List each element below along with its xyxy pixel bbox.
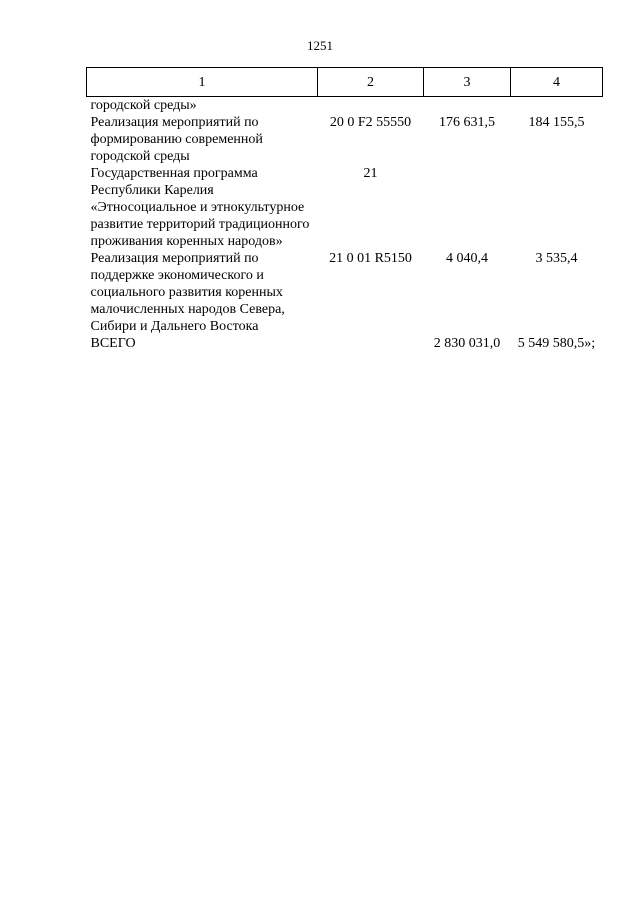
table-row [87, 97, 603, 115]
row-value-1 [424, 97, 511, 115]
row-name: Реализация мероприятий по поддержке экономического и социального развития коренных малочисленных народов Севера, Сибири и Дальнего Востока [90, 251, 285, 334]
header-col-4: 4 [511, 68, 603, 97]
row-value-2 [511, 97, 603, 115]
row-value-1: 176 631,5 [439, 115, 495, 130]
table-body [87, 97, 603, 353]
budget-table [86, 67, 603, 352]
row-value-1: 4 040,4 [446, 251, 488, 266]
total-value-2: 5 549 580,5»; [517, 336, 596, 351]
row-value-2: 3 535,4 [535, 251, 578, 266]
header-col-2: 2 [318, 68, 424, 97]
row-code [318, 97, 424, 115]
table-header [87, 68, 603, 97]
row-value-1 [424, 165, 511, 250]
total-label: ВСЕГО [90, 336, 136, 351]
row-code: 21 [363, 166, 378, 181]
row-code: 21 0 01 R5150 [329, 251, 412, 266]
header-col-1: 1 [87, 68, 318, 97]
row-value-2: 184 155,5 [528, 115, 585, 130]
row-code [318, 335, 424, 352]
row-name: Реализация мероприятий по формированию современной городской среды [90, 115, 263, 164]
row-value-2 [511, 165, 603, 250]
row-code: 20 0 F2 55550 [329, 115, 412, 130]
row-name: Государственная программа Республики Карелия «Этносоциальное и этнокультурное развитие территорий традиционного проживания коренных народов» [90, 166, 310, 249]
row-name: городской среды» [90, 98, 197, 113]
header-col-3: 3 [424, 68, 511, 97]
total-row [87, 335, 603, 352]
total-value-1: 2 830 031,0 [433, 336, 501, 351]
page-number: 1251 [307, 38, 333, 53]
table-row [87, 250, 603, 335]
table-row [87, 165, 603, 250]
header-row [87, 68, 603, 97]
table-row [87, 114, 603, 165]
